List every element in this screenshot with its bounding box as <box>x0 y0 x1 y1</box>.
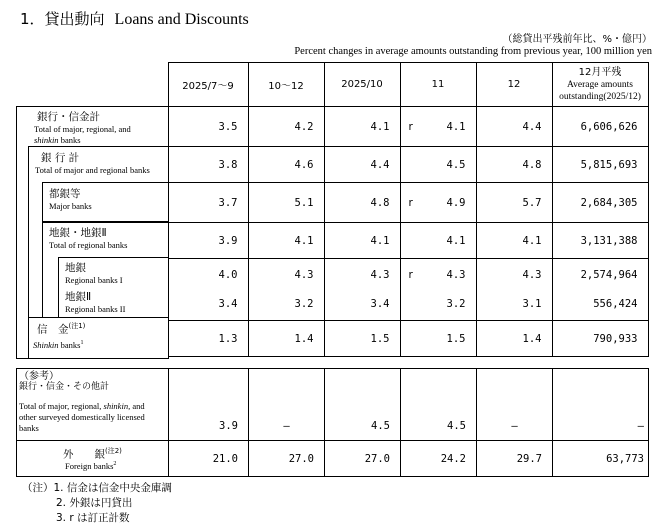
value-cell: 1.5 <box>324 321 400 357</box>
value-cell: 5.7 <box>476 183 552 223</box>
reference-table <box>16 368 649 477</box>
value-cell: — <box>477 369 553 441</box>
value-cell: 63,773 <box>553 441 649 477</box>
value-cell: 4.1 <box>324 223 400 259</box>
row-label-banks: 銀 行 計 Total of major and regional banks <box>28 146 169 318</box>
header-label-cell <box>16 63 168 107</box>
value-cell: 1.4 <box>248 321 324 357</box>
value-cell: 4.3 3.2 <box>248 259 324 321</box>
col-header: 11 <box>400 63 476 107</box>
value-cell: 4.6 <box>248 147 324 183</box>
value-cell: 4.4 <box>324 147 400 183</box>
value-cell: 4.8 <box>476 147 552 183</box>
value-cell: 4.5 <box>401 369 477 441</box>
value-cell: 3.9 <box>168 223 248 259</box>
col-header: 2025/7～9 <box>168 63 248 107</box>
title-number: 1．貸出動向 <box>20 10 105 28</box>
value-cell: 790,933 <box>552 321 648 357</box>
value-cell: 4.3 3.4 <box>324 259 400 321</box>
value-cell: 4.8 <box>324 183 400 223</box>
unit-note-japanese: （総貸出平残前年比、%・億円） <box>502 34 652 45</box>
footnote: 2. 外銀は円貸出 <box>56 497 133 509</box>
title-english: Loans and Discounts <box>114 11 249 28</box>
value-cell: 1.5 <box>400 321 476 357</box>
revision-mark: r <box>408 196 413 209</box>
foreign-label-cell: 外 銀$^{(注2)}$ Foreign banks$^2$ <box>17 441 169 477</box>
value-cell: 4.3 3.1 <box>476 259 552 321</box>
footnotes <box>22 481 172 526</box>
col-header: 2025/10 <box>324 63 400 107</box>
value-cell: 4.1 <box>476 223 552 259</box>
col-header-average: 12月平残 Average amounts outstanding(2025/12) <box>552 63 648 107</box>
value-cell: 27.0 <box>325 441 401 477</box>
value-cell: 27.0 <box>249 441 325 477</box>
value-cell: 2,684,305 <box>552 183 648 223</box>
value-cell: 6,606,626 <box>552 107 648 147</box>
row-label-major: 都銀等 Major banks <box>42 182 169 223</box>
col-header: 12 <box>476 63 552 107</box>
revision-mark: r <box>408 120 413 133</box>
value-cell: 29.7 <box>477 441 553 477</box>
value-cell: 1.4 <box>476 321 552 357</box>
table-row <box>17 369 649 441</box>
value-cell: 4.0 3.4 <box>168 259 248 321</box>
value-cell: 3.7 <box>168 183 248 223</box>
value-cell: 4.1 <box>324 107 400 147</box>
value-cell: 1.3 <box>168 321 248 357</box>
ref-label-cell: （参考） 銀行・信金・その他計 Total of major, regional, shinkin, and other surveyed domestically licensed banks <box>17 369 169 441</box>
section-title <box>20 8 249 29</box>
value-cell: 21.0 <box>169 441 249 477</box>
value-cell: r 4.3 3.2 <box>400 259 476 321</box>
value-cell: 5.1 <box>248 183 324 223</box>
value-cell: — <box>249 369 325 441</box>
row-label-total: 銀行・信金計 Total of major, regional, and shinkin banks <box>16 106 169 359</box>
revision-mark: r <box>408 268 413 281</box>
value-cell: 4.4 <box>476 107 552 147</box>
footnote: 3. r は訂正計数 <box>56 512 130 524</box>
value-cell: 4.1 <box>400 223 476 259</box>
value-cell: 24.2 <box>401 441 477 477</box>
value-cell: 2,574,964 556,424 <box>552 259 648 321</box>
value-cell: r 4.9 <box>400 183 476 223</box>
value-cell: 3,131,388 <box>552 223 648 259</box>
col-header: 10～12 <box>248 63 324 107</box>
value-cell: 3.9 <box>169 369 249 441</box>
value-cell: 5,815,693 <box>552 147 648 183</box>
value-cell: — <box>553 369 649 441</box>
value-cell: 3.8 <box>168 147 248 183</box>
table-row <box>17 441 649 477</box>
value-cell: 4.1 <box>248 223 324 259</box>
value-cell: 3.5 <box>168 107 248 147</box>
value-cell: 4.5 <box>400 147 476 183</box>
row-label-regional: 地銀 Regional banks I 地銀Ⅱ Regional banks II <box>58 257 169 318</box>
row-label-regional-total: 地銀・地銀Ⅱ Total of regional banks <box>42 221 169 318</box>
row-label-shinkin: 信 金$^{(注1)}$ Shinkin banks$^1$ <box>28 317 169 359</box>
footnote: （注）1. 信金は信金中央金庫調 <box>22 482 172 494</box>
value-cell: 4.5 <box>325 369 401 441</box>
value-cell: r 4.1 <box>400 107 476 147</box>
unit-note-english: Percent changes in average amounts outstanding from previous year, 100 million yen <box>294 46 652 57</box>
value-cell: 4.2 <box>248 107 324 147</box>
